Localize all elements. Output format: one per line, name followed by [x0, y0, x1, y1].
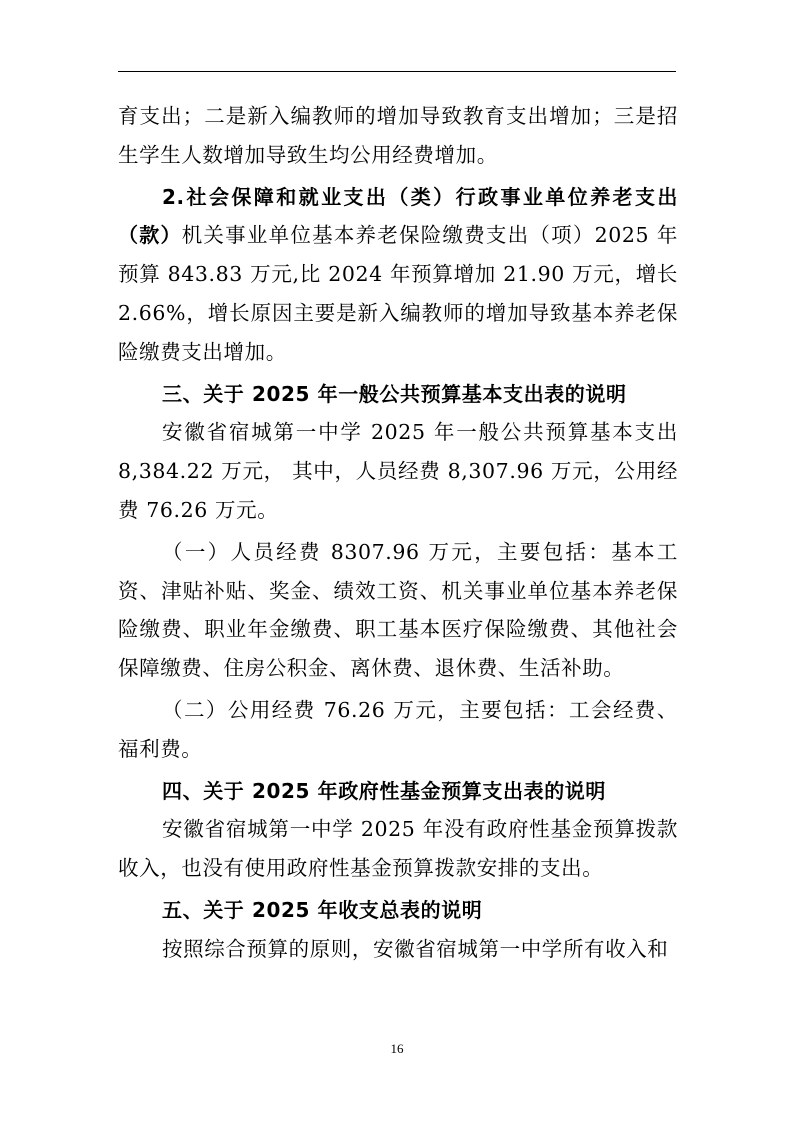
- document-body: [118, 97, 678, 969]
- paragraph: 安徽省宿城第一中学 2025 年没有政府性基金预算拨款收入，也没有使用政府性基金预算拨款安排的支出。: [118, 817, 678, 881]
- page-number: 16: [390, 1041, 404, 1056]
- paragraph: 安徽省宿城第一中学 2025 年一般公共预算基本支出 8,384.22 万元， 其中，人员经费 8,307.96 万元，公用经费 76.26 万元。: [118, 420, 678, 522]
- paragraph: （二）公用经费 76.26 万元，主要包括：工会经费、福利费。: [118, 697, 678, 761]
- paragraph: 按照综合预算的原则，安徽省宿城第一中学所有收入和: [162, 936, 669, 961]
- section-heading: 三、关于 2025 年一般公共预算基本支出表的说明: [162, 381, 627, 406]
- paragraph-text: 机关事业单位基本养老保险缴费支出（项）2025 年预算 843.83 万元,比 2024 年预算增加 21.90 万元，增长 2.66%，增长原因主要是新入编教师的增加导致基本养老保险缴费支出增加。: [118, 223, 678, 364]
- section-heading: 2.社会保障和就业支出（类）行政事业单位养老支出（款）: [118, 184, 678, 248]
- paragraph: 育支出；二是新入编教师的增加导致教育支出增加；三是招生学生人数增加导致生均公用经费增加。: [118, 104, 678, 167]
- section-heading: 五、关于 2025 年收支总表的说明: [162, 897, 483, 922]
- section-heading: 四、关于 2025 年政府性基金预算支出表的说明: [162, 778, 606, 803]
- paragraph: [118, 178, 678, 372]
- header-rule: [118, 71, 676, 72]
- paragraph: （一）人员经费 8307.96 万元，主要包括：基本工资、津贴补贴、奖金、绩效工资、机关事业单位基本养老保险缴费、职业年金缴费、职工基本医疗保险缴费、其他社会保障缴费、住房公积金、离休费、退休费、生活补助。: [118, 539, 678, 681]
